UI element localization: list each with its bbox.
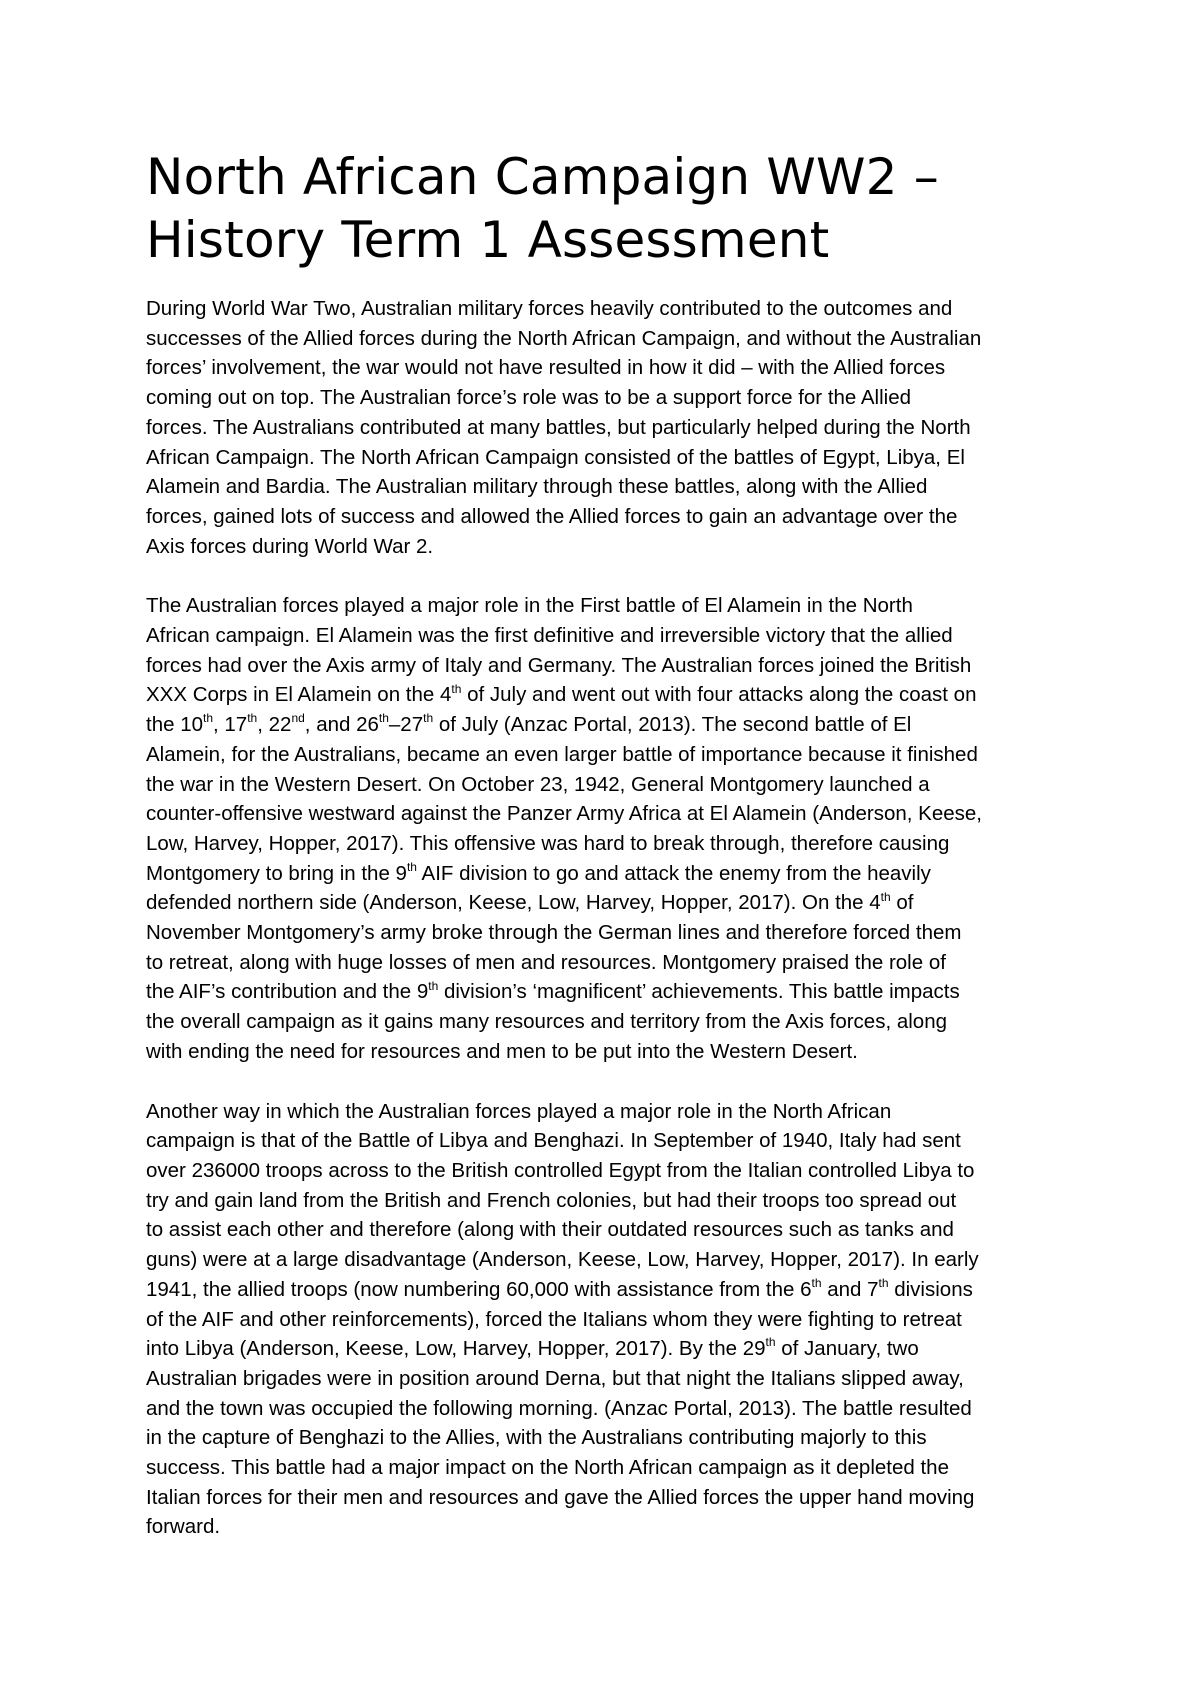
- paragraph-2: [146, 591, 1076, 1066]
- paragraph-line: Alamein and Bardia. The Australian military through these battles, along with the Allied: [146, 475, 928, 499]
- paragraph-line: the 10th, 17th, 22nd, and 26th–27th of July (Anzac Portal, 2013). The second battle of El: [146, 711, 912, 737]
- paragraph-line: forces. The Australians contributed at many battles, but particularly helped during the North: [146, 415, 971, 439]
- paragraph-line: defended northern side (Anderson, Keese, Low, Harvey, Hopper, 2017). On the 4th of: [146, 889, 914, 915]
- paragraph-line: the war in the Western Desert. On October 23, 1942, General Montgomery launched a: [146, 772, 930, 796]
- paragraph-line: try and gain land from the British and French colonies, but had their troops too spread out: [146, 1188, 957, 1212]
- paragraph-line: successes of the Allied forces during the North African Campaign, and without the Australian: [146, 326, 982, 350]
- paragraph-line: November Montgomery’s army broke through the German lines and therefore forced them: [146, 921, 962, 945]
- paragraph-container: [146, 294, 1076, 1542]
- paragraph-line: success. This battle had a major impact on the North African campaign as it depleted the: [146, 1456, 949, 1480]
- paragraph-line: over 236000 troops across to the British controlled Egypt from the Italian controlled Libya to: [146, 1158, 975, 1182]
- paragraph-line: guns) were at a large disadvantage (Anderson, Keese, Low, Harvey, Hopper, 2017). In early: [146, 1248, 979, 1272]
- paragraph-line: coming out on top. The Australian force’s role was to be a support force for the Allied: [146, 386, 912, 410]
- paragraph-line: African campaign. El Alamein was the first definitive and irreversible victory that the allied: [146, 624, 953, 648]
- paragraph-line: forward.: [146, 1515, 221, 1539]
- title-line-2: History Term 1 Assessment: [146, 211, 830, 269]
- paragraph-line: to retreat, along with huge losses of men and resources. Montgomery praised the role of: [146, 950, 946, 974]
- paragraph-line: During World War Two, Australian military forces heavily contributed to the outcomes and: [146, 297, 953, 320]
- paragraph-line: Low, Harvey, Hopper, 2017). This offensive was hard to break through, therefore causing: [146, 831, 950, 855]
- paragraph-line: forces had over the Axis army of Italy and Germany. The Australian forces joined the British: [146, 653, 972, 677]
- paragraph-line: forces’ involvement, the war would not have resulted in how it did – with the Allied forces: [146, 356, 946, 380]
- paragraph-line: Montgomery to bring in the 9th AIF division to go and attack the enemy from the heavily: [146, 859, 931, 885]
- paragraph-3: [146, 1097, 1076, 1543]
- paragraph-line: and the town was occupied the following morning. (Anzac Portal, 2013). The battle resulted: [146, 1396, 972, 1420]
- paragraph-line: campaign is that of the Battle of Libya and Benghazi. In September of 1940, Italy had sent: [146, 1129, 961, 1153]
- paragraph-line: the AIF’s contribution and the 9th division’s ‘magnificent’ achievements. This battle impacts: [146, 978, 960, 1004]
- paragraph-line: the overall campaign as it gains many resources and territory from the Axis forces, along: [146, 1010, 948, 1034]
- paragraph-line: African Campaign. The North African Campaign consisted of the battles of Egypt, Libya, El: [146, 445, 965, 469]
- paragraph-line: forces, gained lots of success and allowed the Allied forces to gain an advantage over the: [146, 504, 958, 528]
- paragraph-line: XXX Corps in El Alamein on the 4th of July and went out with four attacks along the coast on: [146, 681, 977, 707]
- paragraph-line: in the capture of Benghazi to the Allies, with the Australians contributing majorly to this: [146, 1426, 927, 1450]
- paragraph-line: to assist each other and therefore (along with their outdated resources such as tanks and: [146, 1218, 954, 1242]
- paragraph-line: of the AIF and other reinforcements), forced the Italians whom they were fighting to retreat: [146, 1307, 962, 1331]
- paragraph-line: The Australian forces played a major role in the First battle of El Alamein in the North: [146, 594, 913, 618]
- paragraph-line: 1941, the allied troops (now numbering 60,000 with assistance from the 6th and 7th divisions: [146, 1275, 973, 1301]
- document-title: [146, 146, 1076, 272]
- paragraph-line: Another way in which the Australian forces played a major role in the North African: [146, 1099, 892, 1123]
- paragraph-line: Italian forces for their men and resources and gave the Allied forces the upper hand moving: [146, 1485, 975, 1509]
- title-line-1: North African Campaign WW2 –: [146, 148, 939, 206]
- paragraph-1: [146, 294, 1076, 561]
- paragraph-line: Alamein, for the Australians, became an even larger battle of importance because it finished: [146, 742, 978, 766]
- paragraph-line: Axis forces during World War 2.: [146, 534, 434, 558]
- paragraph-line: Australian brigades were in position around Derna, but that night the Italians slipped away,: [146, 1366, 964, 1390]
- paragraph-line: into Libya (Anderson, Keese, Low, Harvey, Hopper, 2017). By the 29th of January, two: [146, 1335, 919, 1361]
- paragraph-line: counter-offensive westward against the Panzer Army Africa at El Alamein (Anderson, Keese,: [146, 802, 982, 826]
- paragraph-line: with ending the need for resources and men to be put into the Western Desert.: [146, 1039, 858, 1063]
- document-body: [146, 146, 1076, 1572]
